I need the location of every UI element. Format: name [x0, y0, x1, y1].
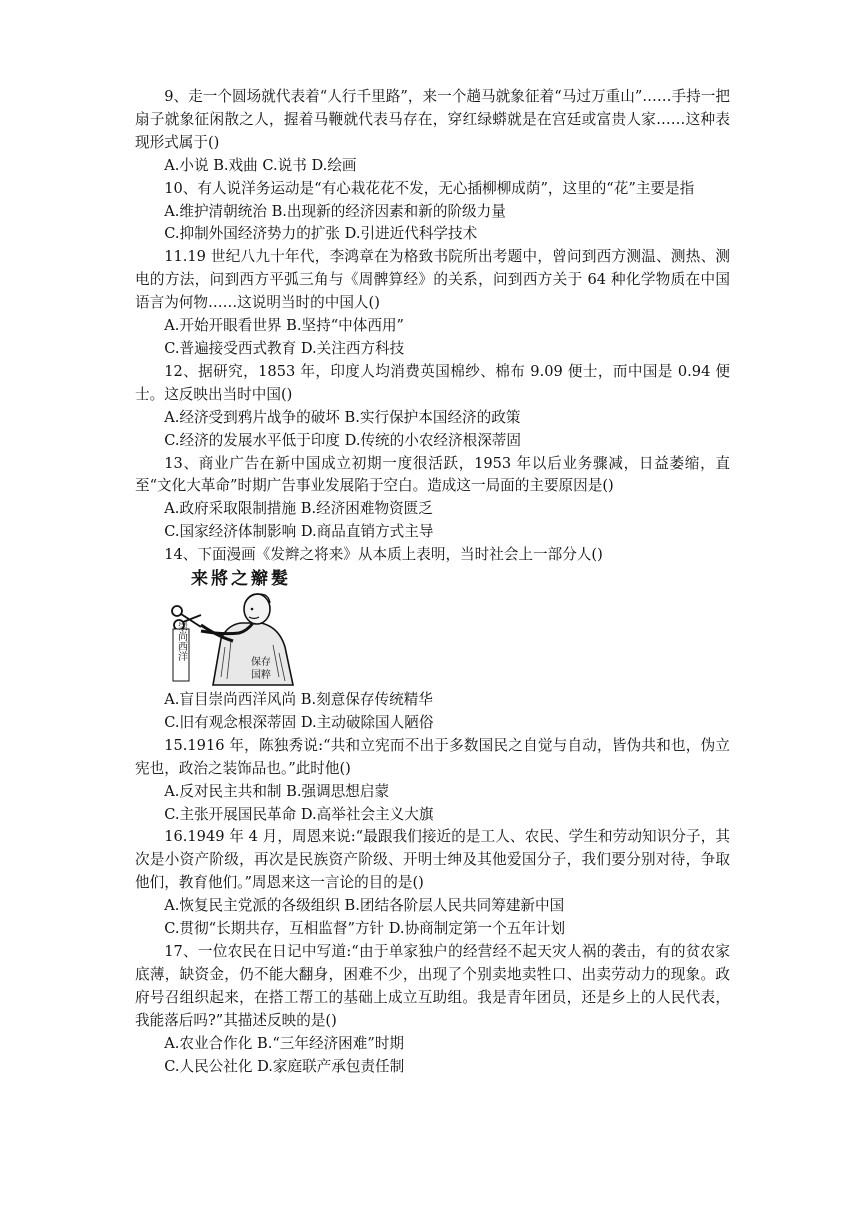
cartoon-figure [135, 567, 730, 689]
figure-eye [251, 608, 254, 611]
option-line: A.农业合作化 B.“三年经济困难”时期 [164, 1034, 405, 1052]
option-line: C.人民公社化 D.家庭联产承包责任制 [164, 1057, 405, 1075]
option-line: C.主张开展国民革命 D.高举社会主义大旗 [164, 805, 434, 823]
option-line: A.反对民主共和制 B.强调思想启蒙 [164, 782, 390, 800]
question-stem: 17、一位农民在日记中写道:“由于单家独户的经营经不起天灾人祸的袭击，有的贫农家底薄，缺资金，仍不能大翻身，困难不少，出现了个别卖地卖牲口、出卖劳动力的现象。政府号召组织起来，在搭工帮工的基础上成立互助组。我是青年团员，还是乡上的人民代表，我能落后吗?”其描述反映的是() [135, 943, 730, 1029]
right-label-line-2: 国粹 [251, 670, 271, 682]
option-line: C.贯彻“长期共存，互相监督”方针 D.协商制定第一个五年计划 [164, 920, 566, 938]
question-stem: 13、商业广告在新中国成立初期一度很活跃，1953 年以后业务骤减，日益萎缩，直至“文化大革命”时期广告事业发展陷于空白。造成这一局面的主要原因是() [135, 454, 730, 495]
option-line: A.盲目崇尚西洋风尚 B.刻意保存传统精华 [164, 691, 433, 709]
question-14 [135, 544, 730, 735]
question-12 [135, 361, 730, 453]
option-line: C.普遍接受西式教育 D.关注西方科技 [164, 339, 405, 357]
question-stem: 16.1949 年 4 月，周恩来说:“最跟我们接近的是工人、农民、学生和劳动知识分子，其次是小资产阶级，再次是民族资产阶级、开明士绅及其他爱国分子，我们要分别对待，争取他们，教育他们。”周恩来这一言论的目的是() [135, 828, 730, 892]
option-line: A.开始开眼看世界 B.坚持“中体西用” [164, 317, 405, 335]
question-stem: 12、据研究，1853 年，印度人均消费英国棉纱、棉布 9.09 便士，而中国是 0.94 便士。这反映出当时中国() [135, 362, 730, 403]
question-stem: 15.1916 年，陈独秀说:“共和立宪而不出于多数国民之自觉与自动，皆伪共和也，伪立宪也，政治之装饰品也。”此时他() [135, 736, 730, 777]
question-stem: 9、走一个圆场就代表着“人行千里路”，来一个趟马就象征着“马过万重山”……手持一把扇子就象征闲散之人，握着马鞭就代表马存在，穿红绿蟒就是在宫廷或富贵人家……这种表现形式属于() [135, 88, 730, 151]
cartoon-title: 来將之辮髮 [191, 569, 291, 590]
question-stem: 10、有人说洋务运动是“有心栽花花不发，无心插柳柳成荫”，这里的“花”主要是指 [164, 179, 695, 197]
option-line: C.国家经济体制影响 D.商品直销方式主导 [164, 523, 434, 541]
option-line: C.抑制外国经济势力的扩张 D.引进近代科学技术 [164, 225, 478, 243]
question-15 [135, 735, 730, 827]
question-list [135, 86, 730, 1078]
question-10 [135, 178, 730, 247]
option-line: C.经济的发展水平低于印度 D.传统的小农经济根深蒂固 [164, 431, 521, 449]
right-label-line-1: 保存 [251, 657, 271, 669]
option-line: C.旧有观念根深蒂固 D.主动破除国人陋俗 [164, 713, 434, 731]
cartoon-image [161, 567, 321, 687]
question-stem: 11.19 世纪八九十年代，李鸿章在为格致书院所出考题中，曾问到西方测温、测热、测电的方法，问到西方平弧三角与《周髀算经》的关系，问到西方关于 64 种化学物质在中国语言为何物……这说明当时的中国人() [135, 248, 730, 312]
question-stem: 14、下面漫画《发辫之将来》从本质上表明，当时社会上一部分人() [164, 546, 603, 564]
question-9 [135, 86, 730, 178]
left-banner-text: 崇尚西洋 [175, 621, 187, 662]
question-17 [135, 941, 730, 1078]
option-line: A.经济受到鸦片战争的破坏 B.实行保护本国经济的政策 [164, 408, 521, 426]
option-line: A.政府采取限制措施 B.经济困难物资匮乏 [164, 500, 433, 518]
question-13 [135, 453, 730, 545]
option-line: A.小说 B.戏曲 C.说书 D.绘画 [164, 156, 357, 174]
question-11 [135, 246, 730, 361]
option-line: A.恢复民主党派的各级组织 B.团结各阶层人民共同筹建新中国 [164, 897, 565, 915]
question-16 [135, 826, 730, 941]
option-line: A.维护清朝统治 B.出现新的经济因素和新的阶级力量 [164, 202, 506, 220]
